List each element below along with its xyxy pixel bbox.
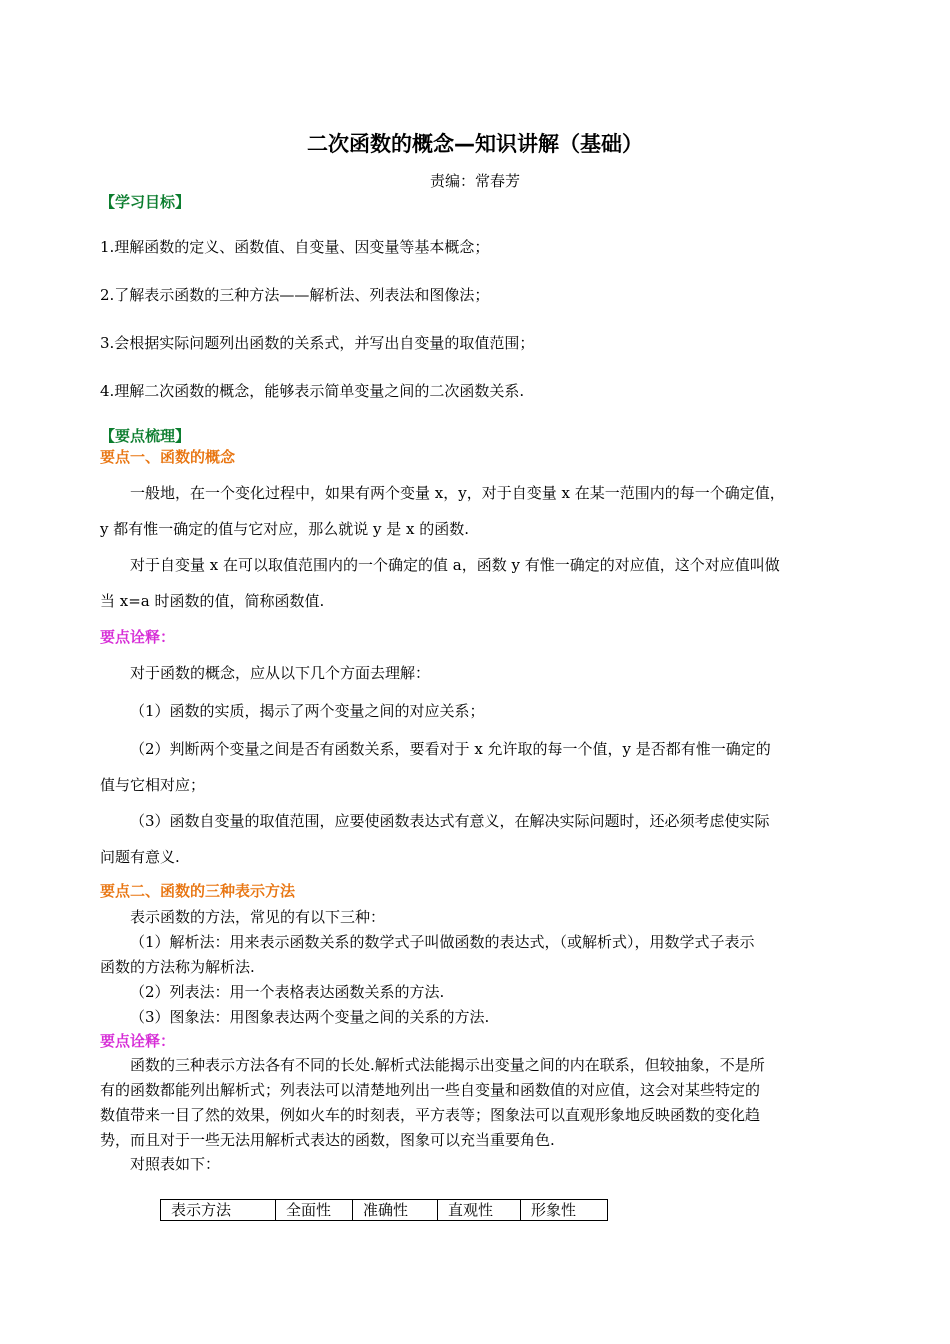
paragraph-line: （2）列表法：用一个表格表达函数关系的方法. [130,983,445,1001]
table-header-cell: 表示方法 [161,1200,276,1221]
table-header-cell: 全面性 [276,1200,353,1221]
page-title: 二次函数的概念—知识讲解（基础） [307,132,643,156]
note-heading: 要点诠释： [100,628,176,646]
key-points-heading: 【要点梳理】 [100,427,191,445]
editor-credit: 责编：常春芳 [429,172,520,190]
goal-item: 4.理解二次函数的概念，能够表示简单变量之间的二次函数关系. [100,382,525,400]
table-header-cell: 准确性 [353,1200,438,1221]
paragraph-line: 当 x=a 时函数的值，简称函数值. [100,592,325,610]
paragraph-line: 表示函数的方法，常见的有以下三种： [130,908,386,926]
note-line: （3）函数自变量的取值范围，应要使函数表达式有意义，在解决实际问题时，还必须考虑使实际 [130,812,770,830]
note-line: 函数的三种表示方法各有不同的长处.解析式法能揭示出变量之间的内在联系，但较抽象，不是所 [130,1056,765,1074]
paragraph-line: 对于自变量 x 在可以取值范围内的一个确定的值 a，函数 y 有惟一确定的对应值，这个对应值叫做 [130,556,780,574]
table-header-cell: 形象性 [521,1200,608,1221]
paragraph-line: （3）图象法：用图象表达两个变量之间的关系的方法. [130,1008,490,1026]
paragraph-line: 一般地，在一个变化过程中，如果有两个变量 x，y，对于自变量 x 在某一范围内的每一个确定值， [130,484,785,502]
note-line: 值与它相对应； [100,776,206,794]
learning-goals-heading: 【学习目标】 [100,193,191,211]
paragraph-line: （1）解析法：用来表示函数关系的数学式子叫做函数的表达式，（或解析式），用数学式子表示 [130,933,755,951]
goal-item: 1.理解函数的定义、函数值、自变量、因变量等基本概念； [100,238,490,256]
note-line: 对照表如下： [130,1155,221,1173]
comparison-table [160,1199,608,1221]
point-two-heading: 要点二、函数的三种表示方法 [100,882,296,900]
note-line: 势，而且对于一些无法用解析式表达的函数，图象可以充当重要角色. [100,1131,555,1149]
table-header-row [161,1200,608,1221]
note-line: 对于函数的概念，应从以下几个方面去理解： [130,664,431,682]
note-line: 问题有意义. [100,848,180,866]
table-header-cell: 直观性 [438,1200,521,1221]
paragraph-line: 函数的方法称为解析法. [100,958,255,976]
goal-item: 2.了解表示函数的三种方法——解析法、列表法和图像法； [100,286,490,304]
note-line: （2）判断两个变量之间是否有函数关系，要看对于 x 允许取的每一个值，y 是否都有惟一确定的 [130,740,771,758]
note-line: 有的函数都能列出解析式；列表法可以清楚地列出一些自变量和函数值的对应值，这会对某些特定的 [100,1081,761,1099]
point-one-heading: 要点一、函数的概念 [100,448,236,466]
note-heading: 要点诠释： [100,1032,176,1050]
goal-item: 3.会根据实际问题列出函数的关系式，并写出自变量的取值范围； [100,334,535,352]
paragraph-line: y 都有惟一确定的值与它对应，那么就说 y 是 x 的函数. [100,520,470,538]
note-line: （1）函数的实质，揭示了两个变量之间的对应关系； [130,702,485,720]
note-line: 数值带来一目了然的效果，例如火车的时刻表，平方表等；图象法可以直观形象地反映函数的变化趋 [100,1106,761,1124]
